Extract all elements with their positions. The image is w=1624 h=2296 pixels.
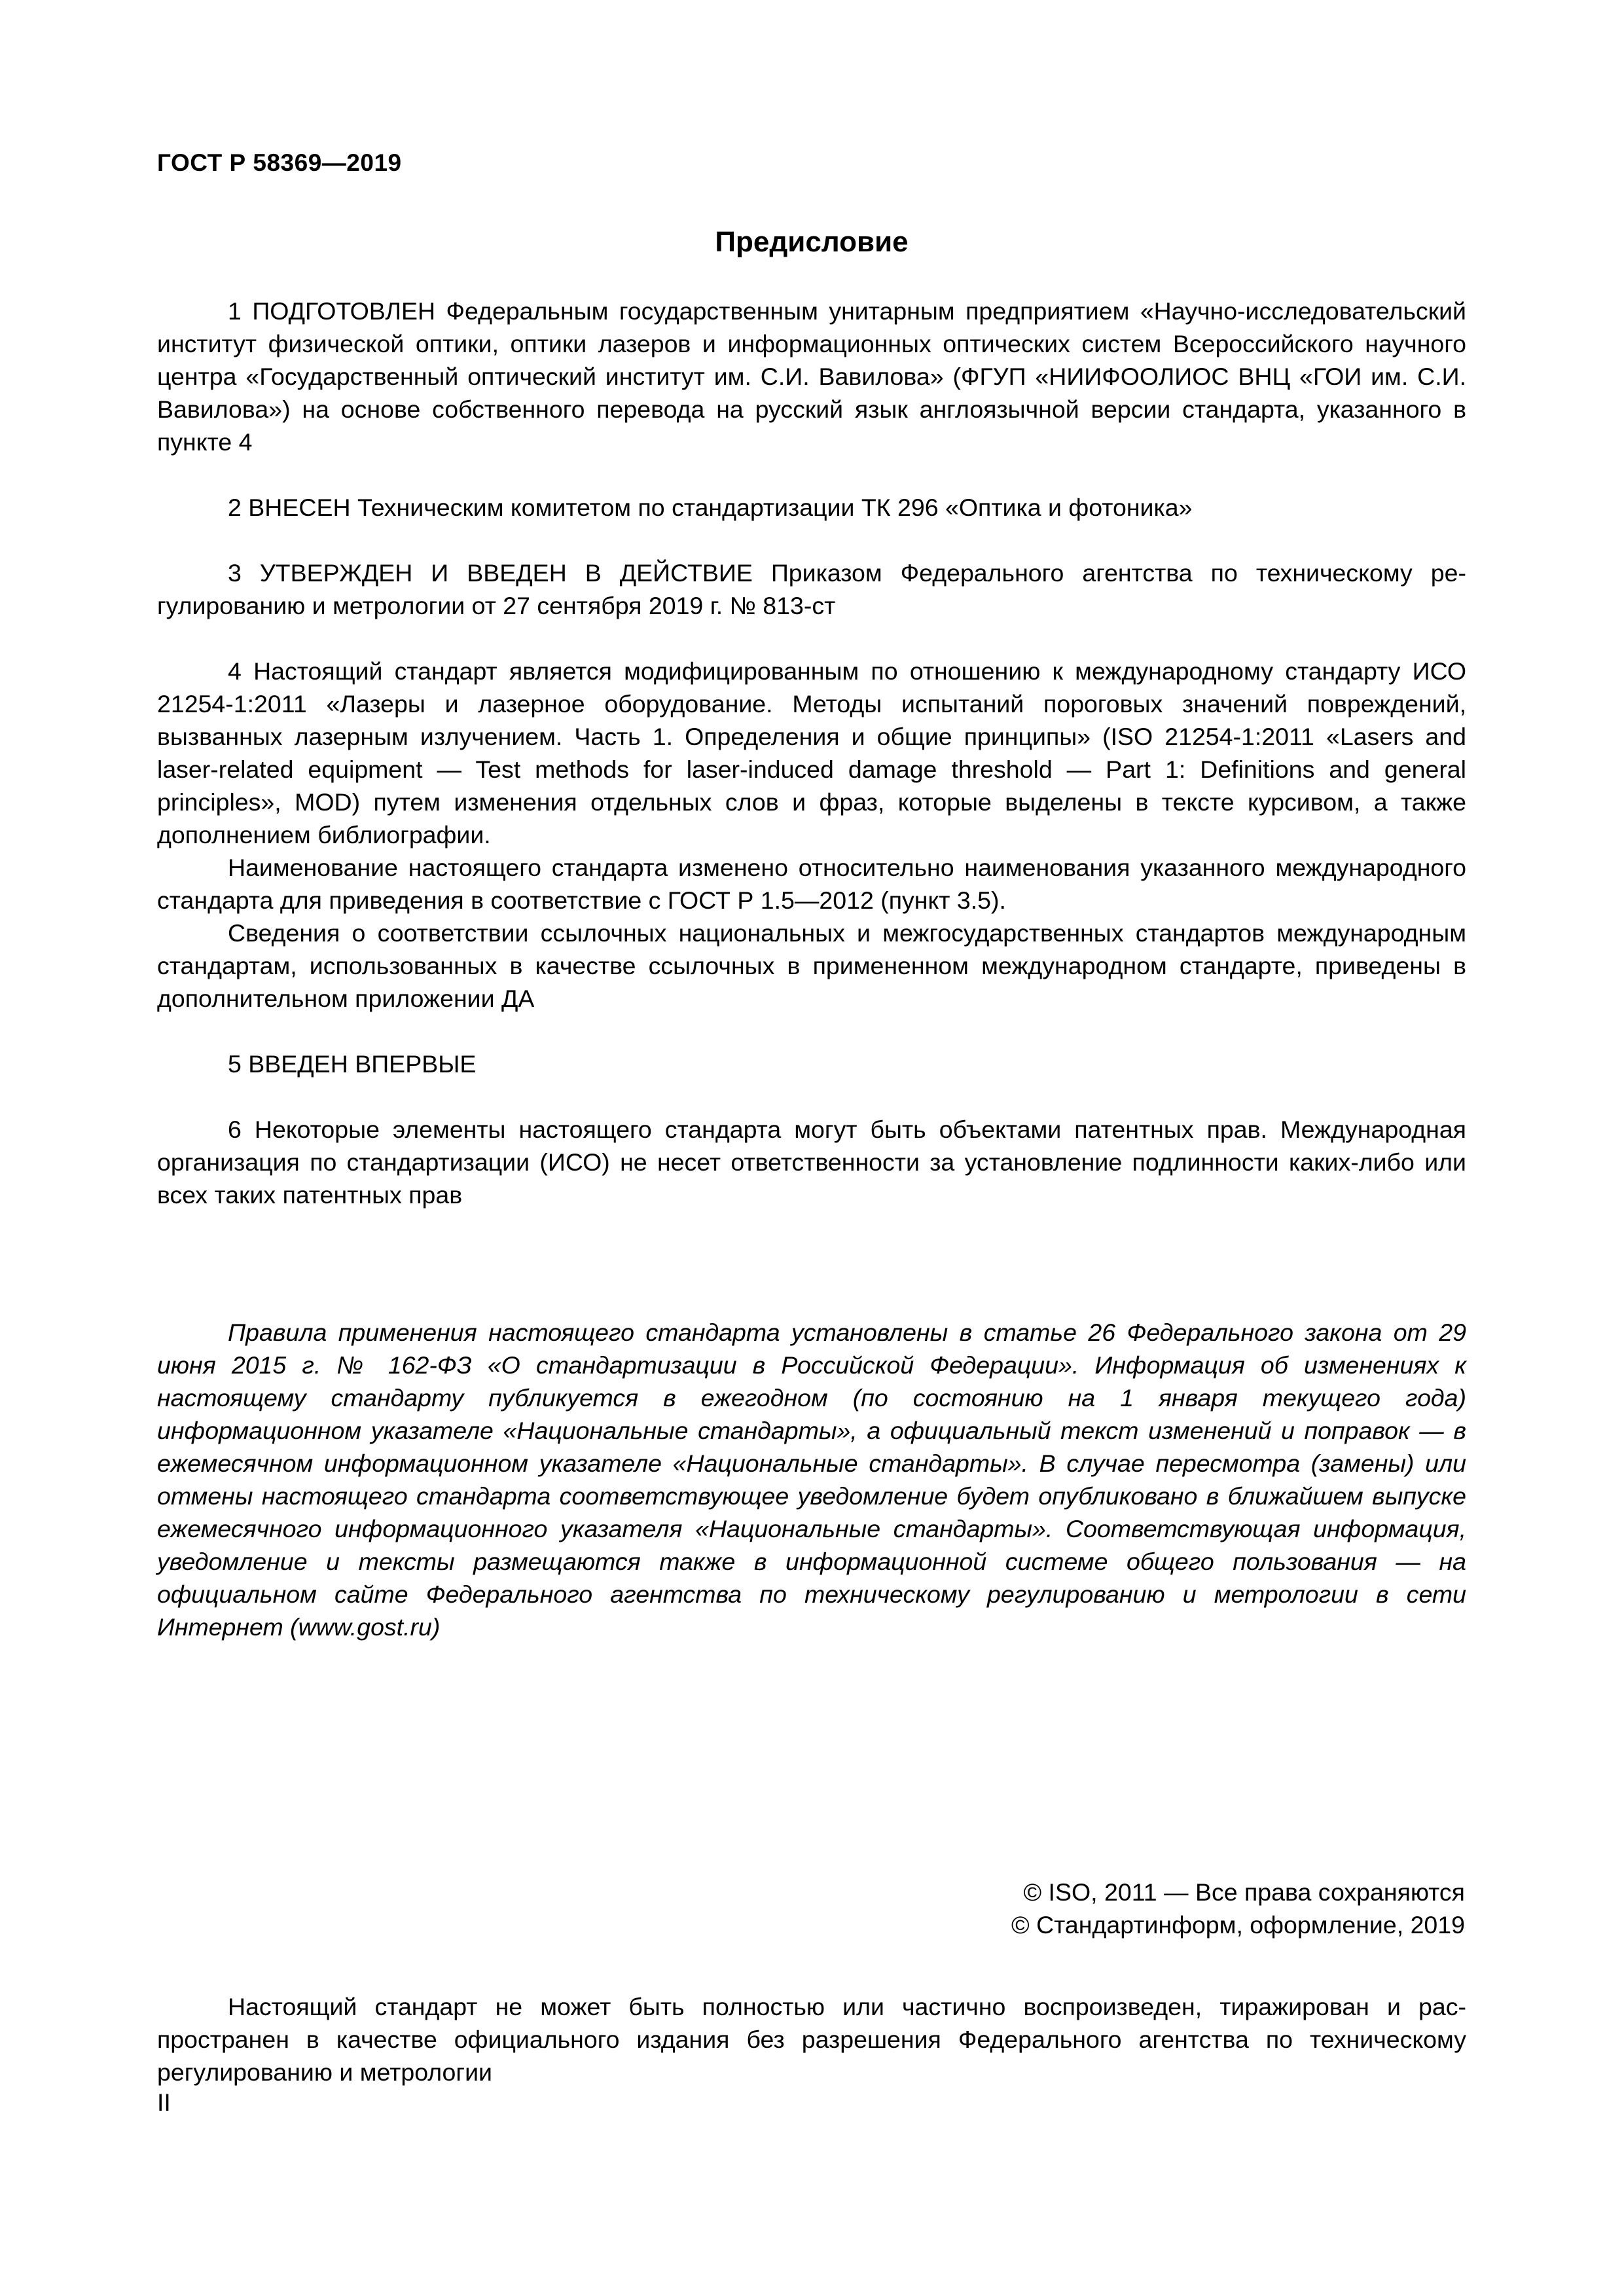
copyright-iso: © ISO, 2011 — Все права сохраняются [1023, 1878, 1465, 1906]
reprint-restriction: Настоящий стандарт не может быть полностью или частично воспроизведен, тиражирован и распространен в качестве официального издания без разрешения Федерального агентства по техническому регулированию и метрологии [157, 1993, 1466, 2086]
copyright-block [1011, 1876, 1465, 1941]
document-code: ГОСТ Р 58369—2019 [157, 149, 402, 176]
page-number: II [157, 2088, 171, 2116]
paragraph-approved: 3 УТВЕРЖДЕН И ВВЕДЕН В ДЕЙСТВИЕ Приказом Федерального агентства по техническому регулированию и метрологии от 27 сентября 2019 г. № 813-ст [157, 559, 1466, 619]
paragraph-submitted: 2 ВНЕСЕН Техническим комитетом по стандартизации ТК 296 «Оптика и фотоника» [228, 494, 1193, 521]
foreword-body [157, 295, 1466, 1211]
application-rules-notice: Правила применения настоящего стандарта установлены в статье 26 Федерального закона от 29 июня 2015 г. № 162-ФЗ «О стандартизации в Российской Федерации». Информация об изменениях к настоящему стандарту публикуется в ежегодном (по состоянию на 1 января текущего года) информационном указателе «Национальные стандарты», а официальный текст изменений и поправок — в ежемесячном информационном указателе «Национальные стандарты». В случае пересмотра (замены) или отмены настоящего стандарта соответствующее уведомление будет опубликовано в ближайшем выпуске ежемесячного информационного указателя «Национальные стандарты». Соответствующая информация, уведомление и тексты размещаются также в информационной системе общего пользования — на официальном сайте Федерального агентства по техническому регулированию и метрологии в сети Интернет (www.gost.ru) [157, 1319, 1466, 1641]
paragraph-prepared: 1 ПОДГОТОВЛЕН Федеральным государственным унитарным предприятием «Научно-исследовательский институт физической оптики, оптики лазеров и информационных оптических систем Всероссийского научного центра «Государственный оптический институт им. С.И. Вавилова» (ФГУП «НИИФООЛИОС ВНЦ «ГОИ им. С.И. Вавилова») на основе собственного перевода на русский язык англоязычной версии стандарта, указанного в пункте 4 [157, 297, 1466, 456]
paragraph-references: Сведения о соответствии ссылочных национальных и межгосударственных стандартов международным стандартам, использованных в качестве ссылочных в примененном международном стандарте, приведены в дополнительном приложении ДА [157, 919, 1466, 1012]
page-title: Предисловие [715, 226, 909, 258]
paragraph-name-changed: Наименование настоящего стандарта изменено относительно наименования указанного международного стандарта для приведения в соответствие с ГОСТ Р 1.5—2012 (пункт 3.5). [157, 854, 1466, 914]
paragraph-modified: 4 Настоящий стандарт является модифицированным по отношению к международному стандарту ИСО 21254-1:2011 «Лазеры и лазерное оборудование. Методы испытаний пороговых значений повреждений, вызванных лазерным излучением. Часть 1. Определения и общие принципы» (ISO 21254-1:2011 «Lasers and laser-related equipment — Test methods for laser-induced damage threshold — Part 1: Definitions and general principles», MOD) путем изменения отдельных слов и фраз, которые выделены в тексте курсивом, а также дополнением библиографии. [157, 657, 1466, 848]
document-page [157, 0, 1465, 2296]
paragraph-patent-rights: 6 Некоторые элементы настоящего стандарта могут быть объектами патентных прав. Международная организация по стандартизации (ИСО) не несет ответственности за установление подлинности каких-либо или всех таких патентных прав [157, 1116, 1466, 1209]
paragraph-first-introduced: 5 ВВЕДЕН ВПЕРВЫЕ [228, 1050, 477, 1078]
copyright-standartinform: © Стандартинформ, оформление, 2019 [1011, 1911, 1465, 1939]
